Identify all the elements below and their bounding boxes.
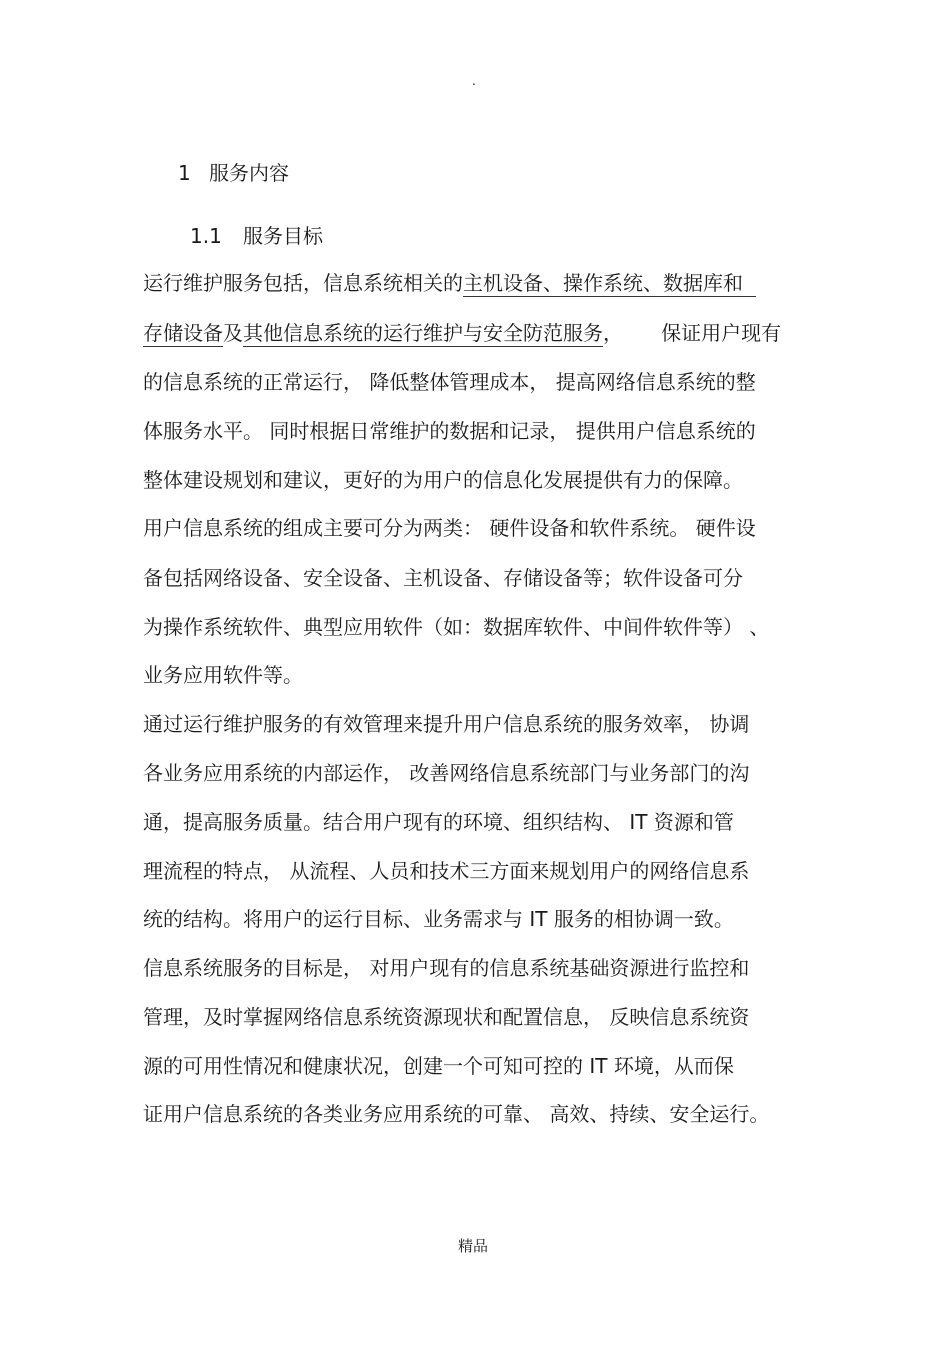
paragraph-1-line-5: 整体建设规划和建议，更好的为用户的信息化发展提供有力的保障。: [143, 468, 743, 492]
underlined-term-storage: 存储设备: [143, 321, 223, 345]
paragraph-3-line-3: 通，提高服务质量。结合用户现有的环境、组织结构、 IT 资源和管: [143, 810, 734, 834]
paragraph-3-line-5: 统的结构。将用户的运行目标、业务需求与 IT 服务的相协调一致。: [143, 907, 734, 931]
paragraph-3-line-2: 各业务应用系统的内部运作， 改善网络信息系统部门与业务部门的沟: [143, 761, 750, 785]
underlined-term-os: 操作系统、: [563, 271, 663, 295]
paragraph-4-line-4: 证用户信息系统的各类业务应用系统的可靠、 高效、持续、安全运行。: [143, 1102, 770, 1126]
paragraph-2-line-4: 业务应用软件等。: [143, 663, 303, 687]
paragraph-1-line-3: 的信息系统的正常运行， 降低整体管理成本， 提高网络信息系统的整: [143, 370, 756, 394]
section-number: 1: [178, 161, 191, 185]
underlined-tail: [743, 271, 756, 297]
underlined-term-other-systems: 其他信息系统的: [243, 321, 383, 345]
paragraph-4-line-3: 源的可用性情况和健康状况，创建一个可知可控的 IT 环境，从而保: [143, 1054, 734, 1078]
subsection-number: 1.1: [190, 224, 222, 248]
header-dot: .: [472, 74, 476, 88]
paragraph-4-line-2: 管理，及时掌握网络信息系统资源现状和配置信息， 反映信息系统资: [143, 1005, 750, 1029]
text-run: 运行维护服务包括，信息系统相关的: [143, 271, 463, 295]
page-footer: 精品: [458, 1237, 489, 1255]
paragraph-3-line-1: 通过运行维护服务的有效管理来提升用户信息系统的服务效率， 协调: [143, 712, 750, 736]
paragraph-3-line-4: 理流程的特点， 从流程、人员和技术三方面来规划用户的网络信息系: [143, 859, 750, 883]
paragraph-1-line-4: 体服务水平。 同时根据日常维护的数据和记录， 提供用户信息系统的: [143, 419, 756, 443]
section-heading: [178, 160, 289, 186]
subsection-heading: [190, 223, 323, 249]
text-run: ， 保证用户现有: [603, 321, 782, 345]
underlined-term-host-devices: 主机设备、: [463, 271, 563, 295]
paragraph-2-line-3: 为操作系统软件、典型应用软件（如：数据库软件、中间件软件等） 、: [143, 615, 770, 639]
paragraph-2-line-1: 用户信息系统的组成主要可分为两类： 硬件设备和软件系统。 硬件设: [143, 516, 756, 540]
paragraph-1-line-1: [143, 270, 756, 296]
subsection-title: 服务目标: [243, 224, 323, 248]
text-run: 及: [223, 321, 243, 345]
underlined-term-ops-security: 运行维护与安全防范服务: [383, 321, 603, 345]
text-run: 数据库和: [663, 271, 743, 295]
paragraph-2-line-2: 备包括网络设备、安全设备、主机设备、存储设备等；软件设备可分: [143, 566, 743, 590]
paragraph-4-line-1: 信息系统服务的目标是， 对用户现有的信息系统基础资源进行监控和: [143, 956, 750, 980]
section-title: 服务内容: [209, 161, 289, 185]
paragraph-1-line-2: [143, 320, 781, 346]
